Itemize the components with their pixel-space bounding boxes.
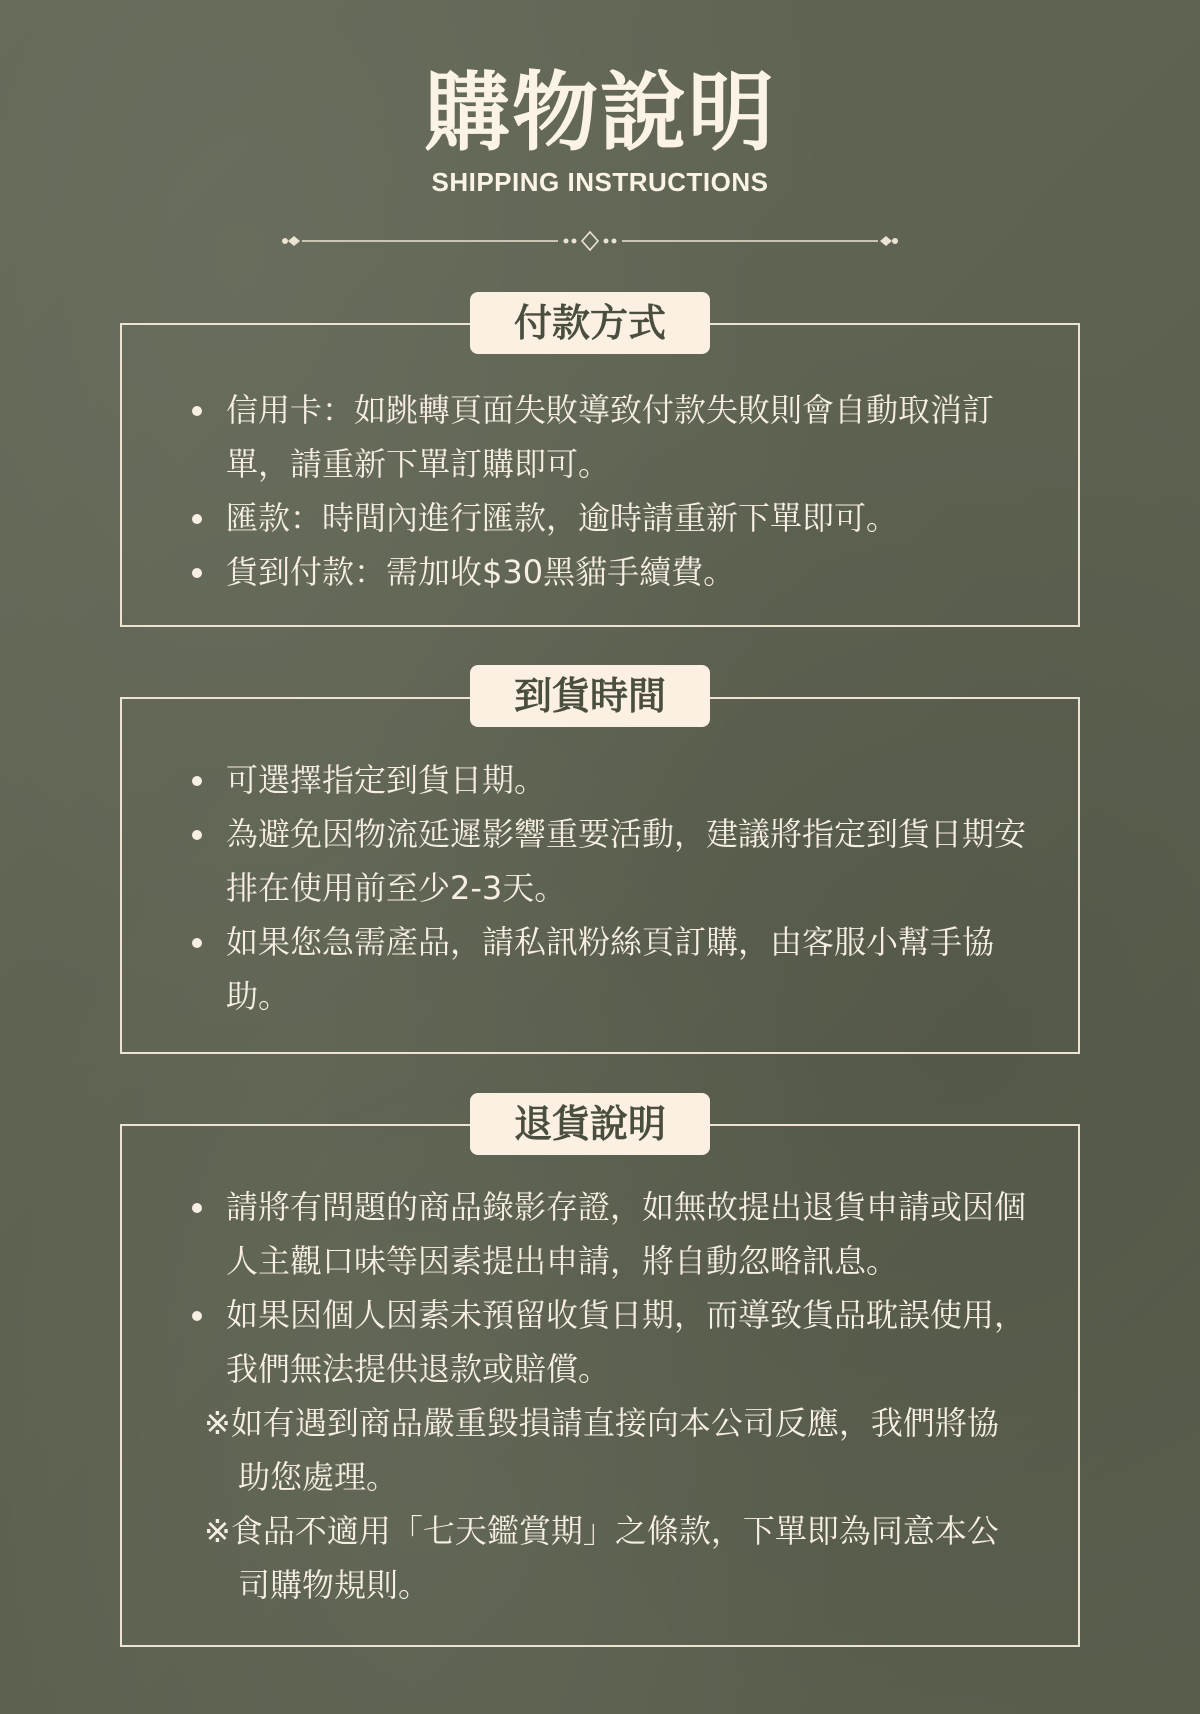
note-item: ※如有遇到商品嚴重毀損請直接向本公司反應，我們將協助您處理。: [204, 1404, 999, 1496]
list-item: 為避免因物流延遲影響重要活動，建議將指定到貨日期安排在使用前至少2-3天。: [188, 807, 1048, 915]
payment-section-label: 付款方式: [470, 292, 710, 354]
arrival-list: [188, 753, 1048, 1023]
list-item: 信用卡：如跳轉頁面失敗導致付款失敗則會自動取消訂單，請重新下單訂購即可。: [188, 383, 1048, 491]
arrival-section-label: 到貨時間: [470, 665, 710, 727]
page-subtitle: SHIPPING INSTRUCTIONS: [431, 167, 769, 197]
list-item: 可選擇指定到貨日期。: [188, 753, 1048, 807]
list-item: 請將有問題的商品錄影存證，如無故提出退貨申請或因個人主觀口味等因素提出申請，將自動忽略訊息。: [188, 1180, 1048, 1288]
page-title: 購物說明: [424, 62, 776, 163]
return-list: [188, 1180, 1048, 1612]
list-item: 貨到付款：需加收$30黑貓手續費。: [188, 545, 1048, 599]
note-item: ※食品不適用「七天鑑賞期」之條款，下單即為同意本公司購物規則。: [204, 1512, 999, 1604]
list-item: 如果您急需產品，請私訊粉絲頁訂購，由客服小幫手協助。: [188, 915, 1048, 1023]
list-item: 匯款：時間內進行匯款，逾時請重新下單即可。: [188, 491, 1048, 545]
return-section-label: 退貨說明: [470, 1093, 710, 1155]
list-item: 如果因個人因素未預留收貨日期，而導致貨品耽誤使用，我們無法提供退款或賠償。: [188, 1288, 1048, 1396]
payment-list: [188, 383, 1048, 599]
divider-ornament-icon: [280, 228, 900, 254]
